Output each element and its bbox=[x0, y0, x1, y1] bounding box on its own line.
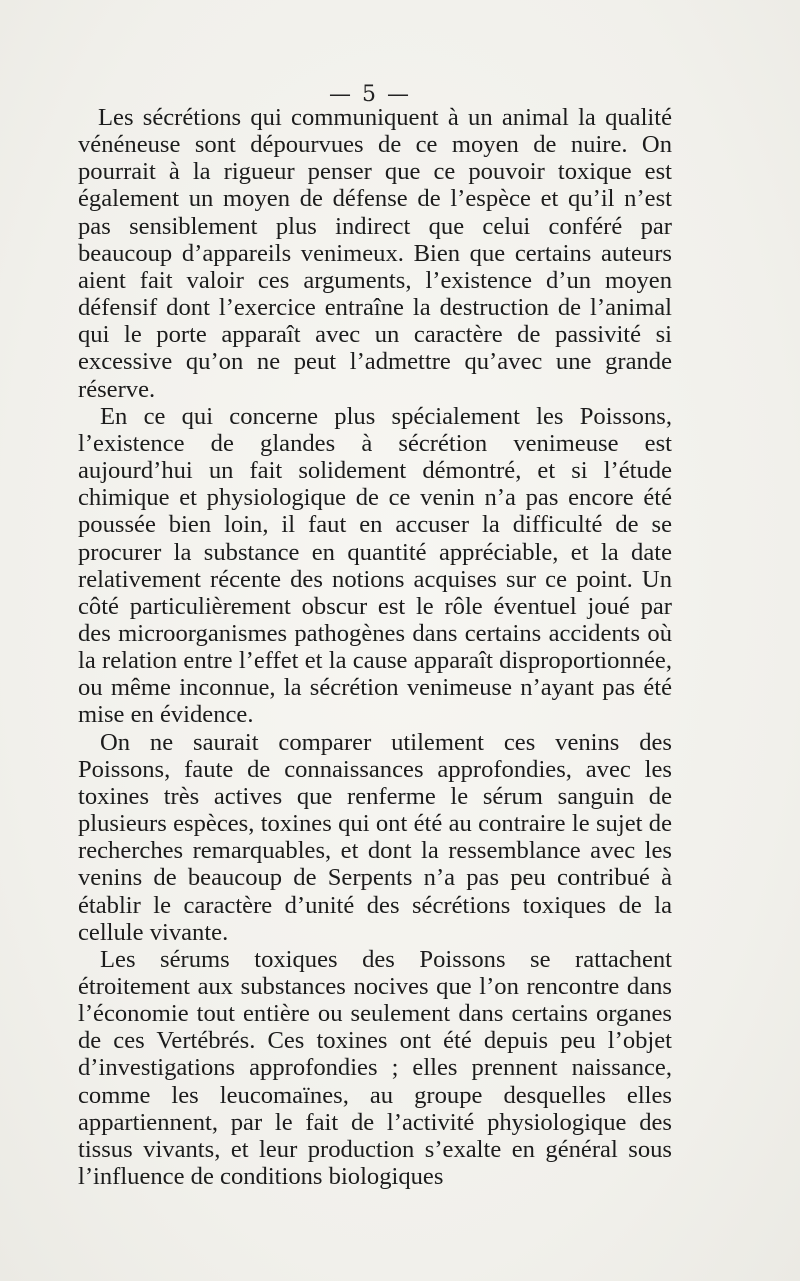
paragraph-1: Les sécrétions qui communiquent à un animal la qualité vénéneuse sont dépourvues de ce moyen de nuire. On pourrait à la rigueur penser que ce pouvoir toxique est également un moyen de défense de l’espèce et qu’il n’est pas sensiblement plus indirect que celui conféré par beaucoup d’appareils venimeux. Bien que certains auteurs aient fait valoir ces arguments, l’existence d’un moyen défensif dont l’exercice entraîne la destruction de l’animal qui le porte apparaît avec un caractère de passivité si excessive qu’on ne peut l’admettre qu’avec une grande réserve. bbox=[78, 104, 672, 403]
paragraph-2: En ce qui concerne plus spécialement les Poissons, l’existence de glandes à sécrétion venimeuse est aujourd’hui un fait solidement démontré, et si l’étude chimique et physiologique de ce venin n’a pas encore été poussée bien loin, il faut en accuser la difficulté de se procurer la substance en quantité appréciable, et la date relativement récente des notions acquises sur ce point. Un côté particulièrement obscur est le rôle éventuel joué par des microorganismes pathogènes dans certains accidents où la relation entre l’effet et la cause apparaît disproportionnée, ou même inconnue, la sécrétion venimeuse n’ayant pas été mise en évidence. bbox=[78, 402, 672, 729]
paragraph-3: On ne saurait comparer utilement ces venins des Poissons, faute de connaissances approfondies, avec les toxines très actives que renferme le sérum sanguin de plusieurs espèces, toxines qui ont été au contraire le sujet de recherches remarquables, et dont la ressemblance avec les venins de beaucoup de Serpents n’a pas peu contribué à établir le caractère d’unité des sécrétions toxiques de la cellule vivante. bbox=[78, 728, 672, 946]
body-text bbox=[78, 104, 672, 1190]
paragraph-4: Les sérums toxiques des Poissons se rattachent étroitement aux substances nocives que l’on rencontre dans l’économie tout entière ou seulement dans certains organes de ces Vertébrés. Ces toxines ont été depuis peu l’objet d’investigations approfondies ; elles prennent naissance, comme les leucomaïnes, au groupe desquelles elles appartiennent, par le fait de l’activité physiologique des tissus vivants, et leur production s’exalte en général sous l’influence de conditions biologiques bbox=[78, 945, 672, 1191]
page-number: — 5 — bbox=[329, 82, 411, 107]
